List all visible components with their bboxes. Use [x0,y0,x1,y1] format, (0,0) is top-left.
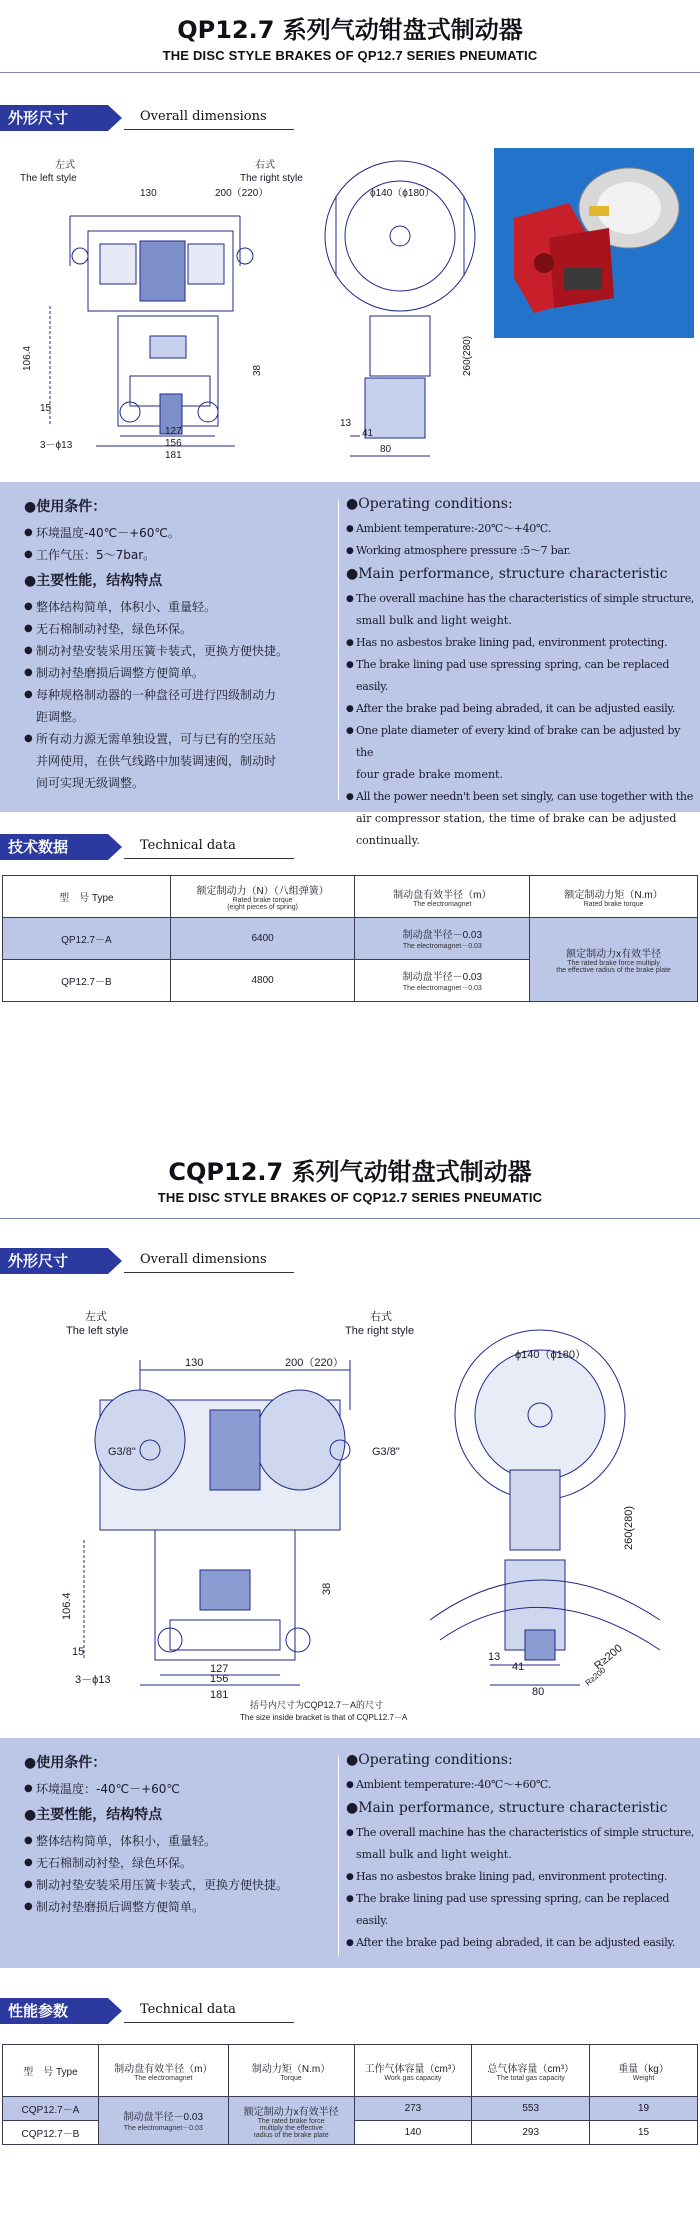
cqp-perf-heading-bar [0,1998,700,2024]
qp-perf-5-en: ● One plate diameter of every kind of brake can be adjusted by the [346,720,696,764]
cqp-dim-13: 13 [488,1651,501,1663]
cqp-th-torque: 制动力矩（N.m） Torque [228,2045,354,2097]
cqp-dim-phi: ϕ140（ϕ180） [515,1349,587,1361]
qp-perf-heading: ●主要性能，结构特点 [24,573,163,589]
cqp-perf-3: ● 制动衬垫安装采用压簧卡装式，更换方便快捷。 [24,1874,324,1896]
qp-dim-13: 13 [340,418,352,429]
cqp-perf-1-en: ● The overall machine has the characteristics of simple structure, [346,1822,696,1844]
qp-dim-200: 200（220） [215,188,269,199]
qp-dimension-drawing [0,136,490,466]
cqp-use-heading-en: ●Operating conditions: [346,1752,513,1768]
qp-tech-table [2,875,698,1002]
cqp-dim-r200: R≥200 [592,1642,625,1673]
qp-use-1-en: ● Ambient temperature:-20℃～+40℃. [346,518,696,540]
cqp-title-en: THE DISC STYLE BRAKES OF CQP12.7 SERIES PNEUMATIC [157,1190,543,1205]
cqp-dims-tab: 外形尺寸 [0,1248,108,1274]
qp-perf-2: ● 无石棉制动衬垫，绿色环保。 [24,618,324,640]
cqp-dim-200: 200（220） [285,1357,344,1369]
cqp-dims-en: Overall dimensions [140,1252,267,1267]
cqp-th-total: 总气体容量（cm³） The total gas capacity [472,2045,590,2097]
cqp-dim-1064: 106.4 [61,1592,73,1620]
qp-dim-41: 41 [362,428,374,439]
qp-perf-4: ● 制动衬垫磨损后调整方便简单。 [24,662,324,684]
qp-product-photo [494,148,694,338]
qp-perf-1: ● 整体结构简单，体积小、重量轻。 [24,596,324,618]
qp-use-2: ● 工作气压：5～7bar。 [24,544,324,566]
qp-dim-holes: 3－ϕ13 [40,440,73,451]
qp-use-2-en: ● Working atmosphere pressure :5～7 bar. [346,540,696,562]
qp-perf-5: ● 每种规格制动器的一种盘径可进行四级制动力 [24,684,324,706]
qp-right-cn: 右式 [255,160,275,171]
qp-use-heading: ●使用条件： [24,499,107,515]
qp-left-en: The left style [20,173,77,184]
qp-dim-80: 80 [380,444,392,455]
cqp-th-mag: 制动盘有效半径（m） The electromagnet [98,2045,228,2097]
qp-use-1: ● 环境温度-40℃－+60℃。 [24,522,324,544]
qp-th-force: 额定制动力（N）（八组弹簧） Rated brake torque (eight pieces of spring) [170,876,355,918]
cqp-use-1: ● 环境温度：-40℃－+60℃ [24,1778,324,1800]
qp-torque-cell: 额定制动力x有效半径 The rated brake force multiply the effective radius of the brake plate [530,918,698,1002]
cqp-perf-3-en: ● The brake lining pad use spressing spring, can be replaced easily. [346,1888,696,1932]
cqp-th-work: 工作气体容量（cm³） Work gas capacity [354,2045,472,2097]
qp-dim-15: 15 [40,403,52,414]
cqp-right-en: The right style [345,1325,415,1337]
table-row: QP12.7－A 6400 制动盘半径－0.03 The electromagnet－0.03 额定制动力x有效半径 The rated brake force multiply the effective radius of the brake plate [3,918,698,960]
cqp-use-1-en: ● Ambient temperature:-40℃～+60℃. [346,1774,696,1796]
qp-dim-127: 127 [165,426,182,437]
qp-dims-heading [0,105,700,131]
qp-perf-5b: 距调整。 [36,710,85,724]
cqp-note-cn: 括号内尺寸为CQP12.7－A的尺寸 [250,1700,384,1710]
qp-perf-6-en: ● All the power needn't been set singly, can use together with the [346,786,696,808]
qp-perf-1b-en: small bulk and light weight. [356,614,512,627]
cqp-dimension-drawing [0,1290,700,1725]
cqp-dims-heading [0,1248,700,1274]
qp-dim-phi: ϕ140（ϕ180） [370,188,435,199]
qp-title-en: THE DISC STYLE BRAKES OF QP12.7 SERIES PNEUMATIC [162,48,538,63]
cqp-header-rule [0,1218,700,1219]
qp-perf-heading-en: ●Main performance, structure characteristic [346,566,668,582]
table-row: CQP12.7－B 140 293 15 [3,2121,698,2145]
cqp-perf-2: ● 无石棉制动衬垫，绿色环保。 [24,1852,324,1874]
qp-right-en: The right style [240,173,303,184]
qp-use-heading-en: ●Operating conditions: [346,496,513,512]
cqp-perf-4: ● 制动衬垫磨损后调整方便简单。 [24,1896,324,1918]
qp-tech-tab: 技术数据 [0,834,108,860]
cqp-g38-left: G3/8" [108,1446,136,1458]
cqp-conditions-panel [0,1738,700,1968]
cqp-perf-table [2,2044,698,2145]
qp-dim-156: 156 [165,438,182,449]
cqp-torque-cell: 额定制动力x有效半径 The rated brake force multiply the effective radius of the brake plate [228,2097,354,2145]
qp-tech-heading [0,834,700,860]
cqp-perf-tab: 性能参数 [0,1998,108,2024]
qp-perf-5b-en: four grade brake moment. [356,768,503,781]
qp-th-type: 型 号 Type [3,876,171,918]
qp-perf-3: ● 制动衬垫安装采用压簧卡装式，更换方便快捷。 [24,640,324,662]
qp-dims-en: Overall dimensions [140,109,267,124]
cqp-th-type: 型 号 Type [3,2045,99,2097]
cqp-dim-41: 41 [512,1661,525,1673]
cqp-dim-156: 156 [210,1673,229,1685]
qp-left-cn: 左式 [55,160,75,171]
qp-header-rule [0,72,700,73]
qp-dim-130: 130 [140,188,157,199]
qp-perf-2-en: ● Has no asbestos brake lining pad, environment protecting. [346,632,696,654]
cqp-left-cn: 左式 [85,1311,107,1323]
cqp-dim-181: 181 [210,1689,229,1701]
qp-th-mag: 制动盘有效半径（m） The electromagnet [355,876,530,918]
cqp-g38-right: G3/8" [372,1446,400,1458]
qp-dim-181: 181 [165,450,182,461]
cqp-perf-1b-en: small bulk and light weight. [356,1848,512,1861]
qp-dim-1064: 106.4 [22,345,33,371]
qp-dims-tab: 外形尺寸 [0,105,108,131]
qp-perf-6b-en: air compressor station, the time of brake can be adjusted continually. [356,812,677,847]
cqp-dim-holes: 3－ϕ13 [75,1674,111,1686]
cqp-th-weight: 重量（kg） Weight [590,2045,698,2097]
cqp-perf-en: Technical data [140,2002,236,2017]
cqp-dim-38: 38 [321,1582,333,1595]
cqp-left-en: The left style [66,1325,129,1337]
qp-title-cn: QP12.7 系列气动钳盘式制动器 [177,16,523,44]
qp-dim-38: 38 [252,364,263,376]
cqp-title-cn: CQP12.7 系列气动钳盘式制动器 [168,1158,532,1186]
cqp-perf-heading-en: ●Main performance, structure characteristic [346,1800,668,1816]
qp-dim-260: 260(280) [462,335,473,376]
qp-perf-1-en: ● The overall machine has the characteristics of simple structure, [346,588,696,610]
cqp-note-en: The size inside bracket is that of CQPL12.7－A [240,1713,408,1722]
cqp-dim-r200b: R≥200 [583,1665,608,1688]
cqp-dim-130: 130 [185,1357,204,1369]
table-row: QP12.7－B 4800 制动盘半径－0.03 The electromagnet－0.03 [3,960,698,1002]
qp-perf-6c: 间可实现无级调整。 [36,776,145,790]
qp-perf-6b: 并网使用，在供气线路中加装调速阀，制动时 [36,754,277,768]
qp-tech-en: Technical data [140,838,236,853]
qp-perf-6: ● 所有动力源无需单独设置，可与已有的空压站 [24,728,324,750]
qp-perf-3-en: ● The brake lining pad use spressing spring, can be replaced easily. [346,654,696,698]
cqp-right-cn: 右式 [370,1311,392,1323]
cqp-perf-2-en: ● Has no asbestos brake lining pad, environment protecting. [346,1866,696,1888]
cqp-mag-cell: 制动盘半径－0.03 The electromagnet－0.03 [98,2097,228,2145]
cqp-use-heading: ●使用条件： [24,1755,107,1771]
qp-th-torque: 额定制动力矩（N.m） Rated brake torque [530,876,698,918]
cqp-dim-260: 260(280) [623,1505,635,1550]
cqp-dim-127: 127 [210,1663,229,1675]
cqp-dim-80: 80 [532,1686,545,1698]
table-row: CQP12.7－A 制动盘半径－0.03 The electromagnet－0.03 额定制动力x有效半径 The rated brake force multiply the effective radius of the brake plate 273 553 19 [3,2097,698,2121]
cqp-perf-4-en: ● After the brake pad being abraded, it can be adjusted easily. [346,1932,696,1954]
cqp-perf-1: ● 整体结构简单，体积小，重量轻。 [24,1830,324,1852]
cqp-perf-heading: ●主要性能，结构特点 [24,1807,163,1823]
cqp-dim-15: 15 [72,1646,85,1658]
qp-perf-4-en: ● After the brake pad being abraded, it can be adjusted easily. [346,698,696,720]
